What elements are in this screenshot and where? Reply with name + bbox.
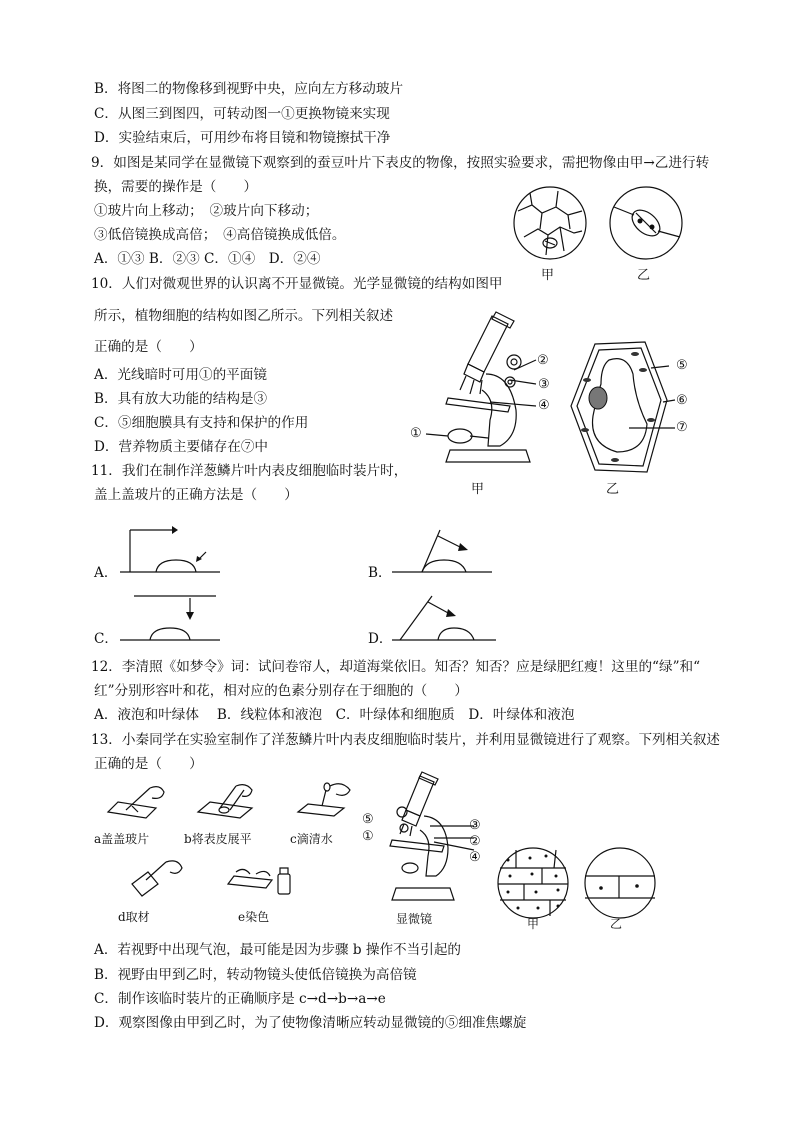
- q9-figure-jia: [512, 185, 588, 261]
- q11-option-a-diagram: [120, 522, 230, 577]
- q11-option-b-label: B．: [368, 565, 392, 581]
- q10-label-3: ③: [538, 377, 550, 392]
- q10-stem-line1: 10．人们对微观世界的认识离不开显微镜。光学显微镜的结构如图甲: [91, 276, 503, 292]
- q12-stem-line1: 12．李清照《如梦令》词：试问卷帘人，却道海棠依旧。知否？知否？应是绿肥红瘦！这里的“绿”和“: [91, 659, 701, 675]
- q10-label-yi: 乙: [606, 482, 620, 497]
- q13-step-d-caption: d取材: [118, 910, 150, 924]
- q13-stem-line2: 正确的是（ ）: [94, 756, 203, 772]
- q11-stem-line2: 盖上盖玻片的正确方法是（ ）: [94, 487, 298, 503]
- q13-label-4: ④: [469, 850, 481, 865]
- q10-stem-line2: 所示，植物细胞的结构如图乙所示。下列相关叙述: [94, 308, 394, 324]
- q13-label-1: ①: [362, 829, 374, 844]
- q9-stem-line2: 换，需要的操作是（ ）: [94, 179, 258, 195]
- q13-step-a-caption: a盖盖玻片: [94, 832, 150, 846]
- q10-label-jia: 甲: [471, 482, 485, 497]
- q13-view-jia: [496, 846, 570, 920]
- q13-step-b-image: [196, 782, 260, 824]
- q13-label-2: ②: [469, 834, 481, 849]
- q11-option-c-diagram: [120, 590, 230, 645]
- q9-operations-line1: ①玻片向上移动； ②玻片向下移动；: [94, 203, 319, 219]
- q10-label-7: ⑦: [676, 420, 688, 435]
- q13-microscope-caption: 显微镜: [396, 912, 433, 926]
- q13-view-jia-label: 甲: [527, 917, 540, 931]
- q11-stem-line1: 11．我们在制作洋葱鳞片叶内表皮细胞临时装片时，: [91, 463, 408, 479]
- q9-stem-line1: 9．如图是某同学在显微镜下观察到的蚕豆叶片下表皮的物像，按照实验要求，需把物像由甲→乙进行转: [91, 155, 710, 171]
- q10-option-b: B．具有放大功能的结构是③: [94, 391, 268, 407]
- q13-view-yi-label: 乙: [610, 917, 623, 931]
- q13-option-a: A．若视野中出现气泡，最可能是因为步骤 b 操作不当引起的: [94, 942, 462, 958]
- q8-option-b: B．将图二的物像移到视野中央，应向左方移动玻片: [94, 81, 404, 97]
- q10-label-4: ④: [538, 398, 550, 413]
- q13-step-c-caption: c滴清水: [290, 832, 333, 846]
- q10-plant-cell-diagram: [565, 340, 675, 475]
- q10-stem-line3: 正确的是（ ）: [94, 339, 203, 355]
- q13-step-b-caption: b将表皮展平: [184, 832, 252, 846]
- q13-step-d-image: [128, 858, 184, 902]
- q13-microscope-diagram: [390, 772, 470, 907]
- q13-stem-line1: 13．小秦同学在实验室制作了洋葱鳞片叶内表皮细胞临时装片，并利用显微镜进行了观察。下列相关叙述: [91, 732, 721, 748]
- q8-option-c: C．从图三到图四，可转动图一①更换物镜来实现: [94, 106, 390, 122]
- q11-option-a-label: A．: [94, 565, 118, 581]
- q9-operations-line2: ③低倍镜换成高倍； ④高倍镜换成低倍。: [94, 227, 346, 243]
- q11-option-d-label: D．: [368, 631, 393, 647]
- q9-label-yi: 乙: [637, 268, 651, 283]
- q13-view-yi: [583, 846, 657, 920]
- q10-option-d: D．营养物质主要储存在⑦中: [94, 439, 269, 455]
- q13-option-c: C．制作该临时装片的正确顺序是 c→d→b→a→e: [94, 991, 386, 1007]
- q10-microscope-diagram: [430, 310, 540, 475]
- q10-label-6: ⑥: [676, 393, 688, 408]
- q13-option-d: D．观察图像由甲到乙时，为了使物像清晰应转动显微镜的⑤细准焦螺旋: [94, 1015, 527, 1031]
- q13-step-c-image: [296, 780, 356, 822]
- q13-label-5: ⑤: [362, 812, 374, 827]
- q10-label-5: ⑤: [676, 358, 688, 373]
- q11-option-b-diagram: [392, 520, 502, 577]
- q10-option-a: A．光线暗时可用①的平面镜: [94, 367, 267, 383]
- q10-label-1: ①: [410, 426, 422, 441]
- q13-option-b: B．视野由甲到乙时，转动物镜头使低倍镜换为高倍镜: [94, 967, 417, 983]
- q13-step-e-caption: e染色: [238, 910, 270, 924]
- q8-option-d: D．实验结束后，可用纱布将目镜和物镜擦拭干净: [94, 130, 391, 146]
- q12-stem-line2: 红”分别形容叶和花，相对应的色素分别存在于细胞的（ ）: [94, 683, 468, 699]
- q12-options: A．液泡和叶绿体 B．线粒体和液泡 C．叶绿体和细胞质 D．叶绿体和液泡: [94, 707, 575, 723]
- q11-option-d-diagram: [392, 590, 502, 645]
- q10-label-2: ②: [537, 353, 549, 368]
- q13-label-3: ③: [469, 818, 481, 833]
- q13-step-e-image: [226, 860, 296, 902]
- q13-step-a-image: [106, 782, 166, 822]
- q9-figure-yi: [608, 185, 684, 261]
- q9-label-jia: 甲: [541, 268, 555, 283]
- q9-options: A．①③ B．②③ C．①④ D．②④: [94, 251, 321, 267]
- q11-option-c-label: C．: [94, 631, 118, 647]
- q10-option-c: C．⑤细胞膜具有支持和保护的作用: [94, 415, 309, 431]
